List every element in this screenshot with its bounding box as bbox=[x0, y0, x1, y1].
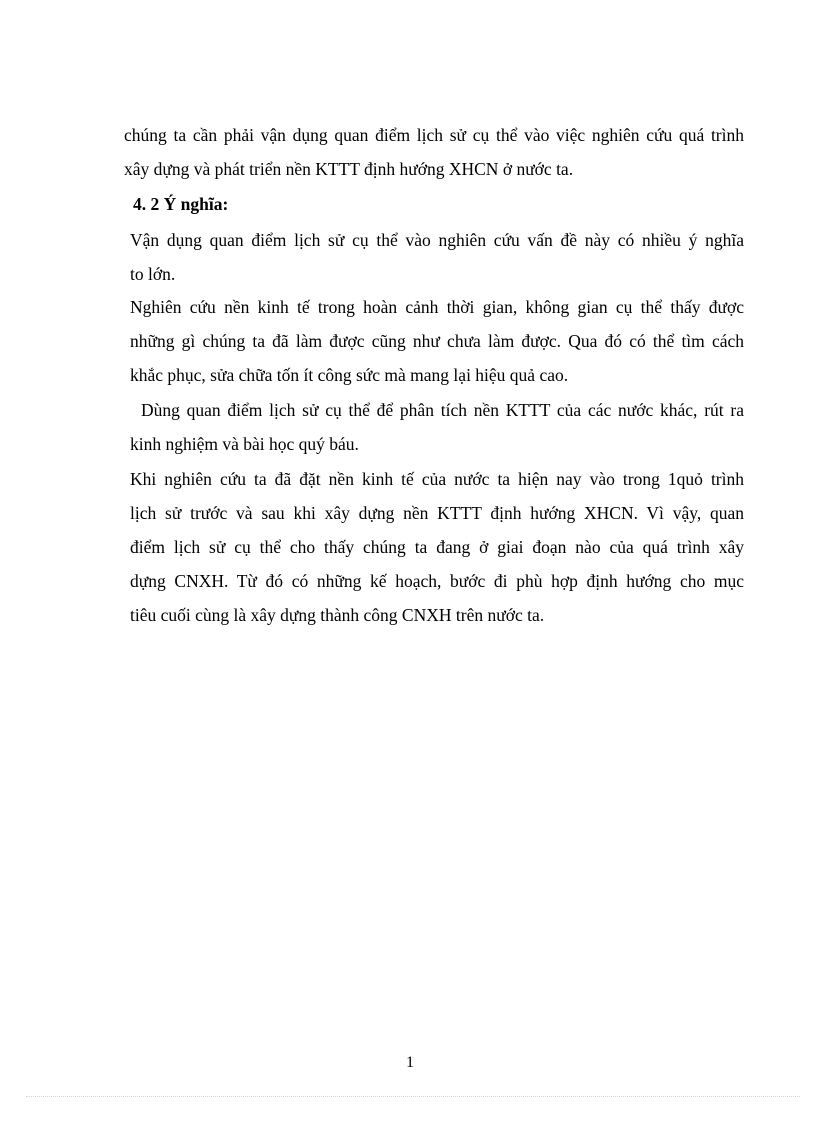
paragraph-2-line-1: Vận dụng quan điểm lịch sử cụ thể vào nghiên cứu vấn đề này có nhiều ý nghĩa bbox=[130, 230, 744, 250]
paragraph-3-line-2: những gì chúng ta đã làm được cũng như chưa làm được. Qua đó có thể tìm cách bbox=[130, 331, 744, 351]
paragraph-1-line-2: xây dựng và phát triển nền KTTT định hướng XHCN ở nước ta. bbox=[124, 159, 574, 179]
paragraph-5-line-3: điểm lịch sử cụ thể cho thấy chúng ta đang ở giai đoạn nào của quá trình xây bbox=[130, 537, 744, 557]
paragraph-2-line-2: to lớn. bbox=[130, 264, 176, 284]
paragraph-4-line-1: Dùng quan điểm lịch sử cụ thể để phân tích nền KTTT của các nước khác, rút ra bbox=[141, 400, 744, 420]
section-heading: 4. 2 Ý nghĩa: bbox=[133, 194, 229, 214]
paragraph-1-line-1: chúng ta cần phải vận dụng quan điểm lịch sử cụ thể vào việc nghiên cứu quá trình bbox=[124, 125, 744, 145]
paragraph-5-line-4: dựng CNXH. Từ đó có những kế hoạch, bước đi phù hợp định hướng cho mục bbox=[130, 571, 744, 591]
paragraph-5-line-1: Khi nghiên cứu ta đã đặt nền kinh tế của nước ta hiện nay vào trong 1quỏ trình bbox=[130, 469, 744, 489]
paragraph-5-line-2: lịch sử trước và sau khi xây dựng nền KTTT định hướng XHCN. Vì vậy, quan bbox=[130, 503, 744, 523]
page-bottom-divider bbox=[26, 1096, 800, 1097]
paragraph-4-line-2: kinh nghiệm và bài học quý báu. bbox=[130, 434, 359, 454]
paragraph-3-line-3: khắc phục, sửa chữa tốn ít công sức mà mang lại hiệu quả cao. bbox=[130, 365, 569, 385]
paragraph-5-line-5: tiêu cuối cùng là xây dựng thành công CNXH trên nước ta. bbox=[130, 605, 545, 625]
paragraph-3-line-1: Nghiên cứu nền kinh tế trong hoàn cảnh thời gian, không gian cụ thể thấy được bbox=[130, 297, 744, 317]
page-number: 1 bbox=[406, 1054, 414, 1071]
